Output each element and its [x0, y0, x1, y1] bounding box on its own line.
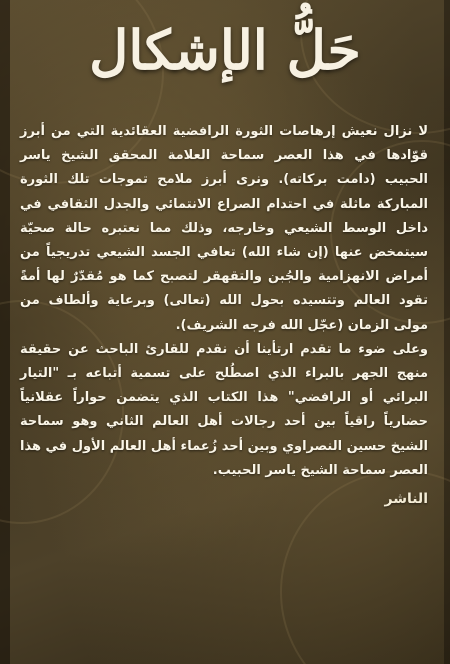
page-title: حَلُّ الإشكال [89, 18, 361, 82]
paragraph-1: لا نزال نعيش إرهاصات الثورة الرافضية العقائدية التي من أبرز قوّادها في هذا العصر سماحة العلامة المحقق الشيخ ياسر الحبيب (دامت بركاته). ونرى أبرز ملامح تموجات تلك الثورة المباركة ماثلة في احتدام الصراع الانتمائي والجدل الثقافي في داخل الوسط الشيعي وخارجه، وذلك مما نعتبره حالة صحيّة سيتمخض عنها (إن شاء الله) تعافي الجسد الشيعي تدريجياً من أمراض الانهزامية والجُبن والتقهقر لتصبح كما هو مُقدّرٌ لها أمةً تقود العالم وتتسيده بحول الله (تعالى) وبرعاية وألطاف من مولى الزمان (عجّل الله فرجه الشريف). [20, 124, 428, 333]
paragraph-2: وعلى ضوء ما تقدم ارتأينا أن نقدم للقارئ الباحث عن حقيقة منهج الجهر بالبراء الذي اصطُلح على تسمية أتباعه بـ "التيار البرائي أو الرافضي" هذا الكتاب الذي يتضمن حواراً عقلانياً حضارياً راقياً بين أحد رجالات أهل العالم الثاني وهو سماحة الشيخ حسين النصراوي وبين أحد زُعماء أهل العالم الأول في هذا العصر سماحة الشيخ ياسر الحبيب. [20, 341, 428, 478]
publisher-signature: الناشر [384, 491, 428, 508]
body-text [20, 120, 428, 511]
